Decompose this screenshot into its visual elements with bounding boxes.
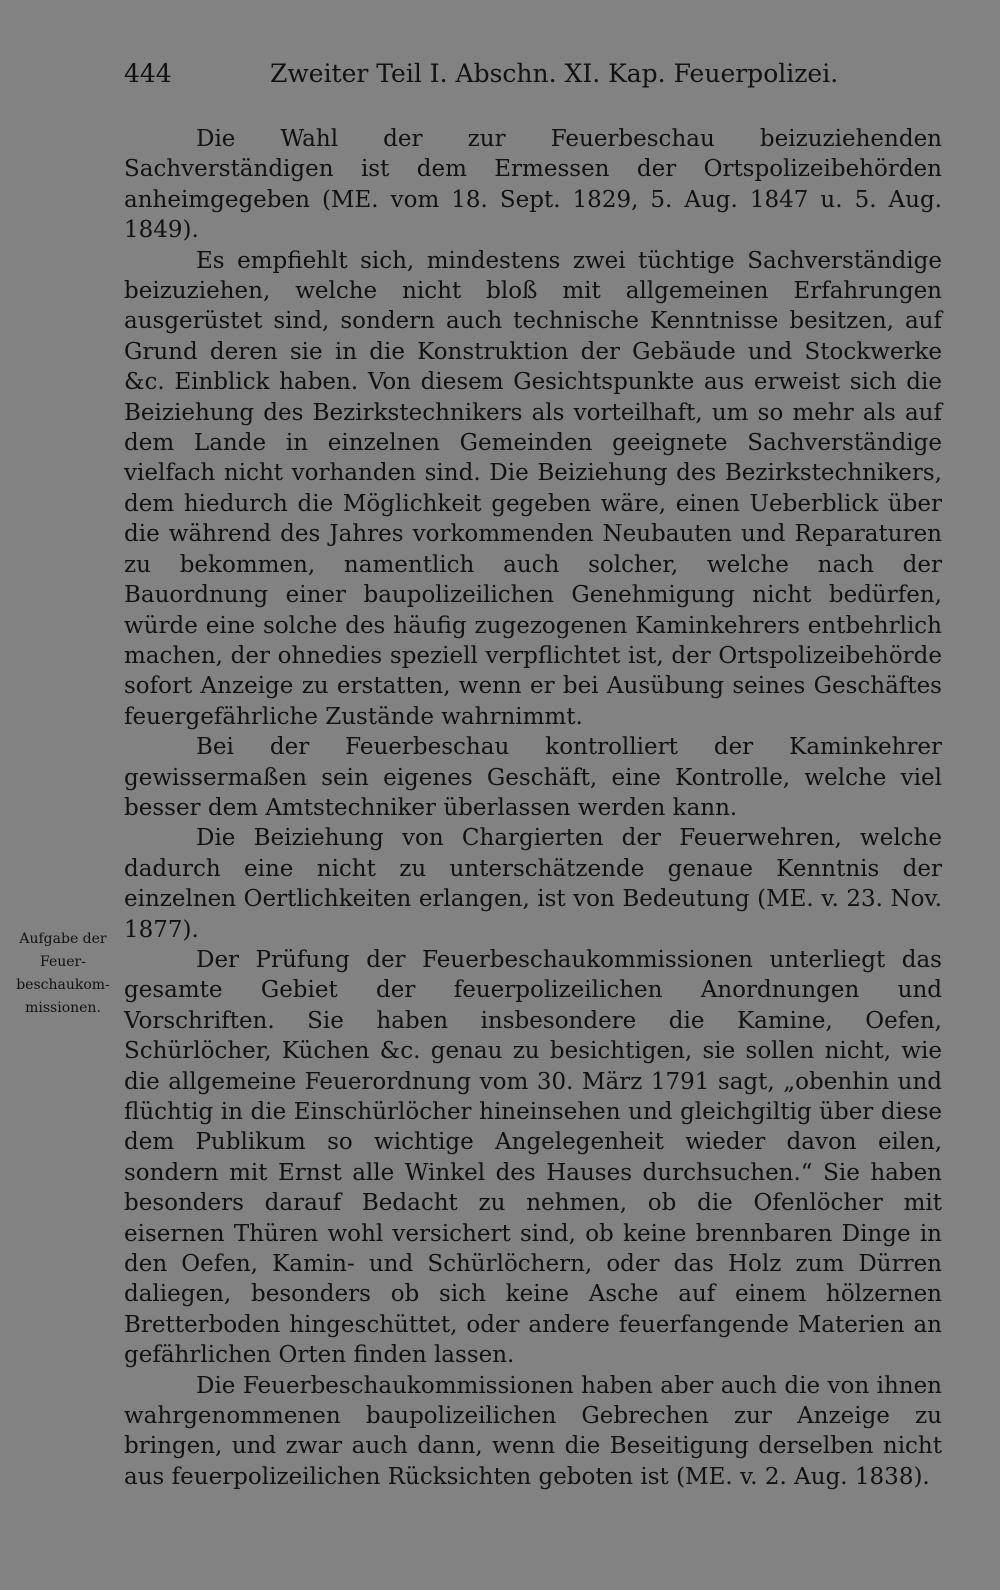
- margin-note: [8, 928, 118, 1020]
- running-head: Zweiter Teil I. Abschn. XI. Kap. Feuerpolizei.: [270, 59, 839, 88]
- body-text: [124, 124, 942, 1492]
- margin-note-line: missionen.: [25, 1000, 101, 1016]
- paragraph: Der Prüfung der Feuerbeschaukommissionen unterliegt das gesamte Gebiet der feuerpolizeilichen Anordnungen und Vorschriften. Sie haben insbesondere die Kamine, Oefen, Schürlöcher, Küchen &c. genau zu besichtigen, sie sollen nicht, wie die allgemeine Feuerordnung vom 30. März 1791 sagt, „obenhin und flüchtig in die Einschürlöcher hineinsehen und gleichgiltig über diese dem Publikum so wichtige Angelegenheit wieder davon eilen, sondern mit Ernst alle Winkel des Hauses durchsuchen.“ Sie haben besonders darauf Bedacht zu nehmen, ob die Ofenlöcher mit eisernen Thüren wohl versichert sind, ob keine brennbaren Dinge in den Oefen, Kamin- und Schürlöchern, oder das Holz zum Dürren daliegen, besonders ob sich keine Asche auf einem hölzernen Bretterboden hingeschüttet, oder andere feuerfangende Materien an gefährlichen Orten finden lassen.: [124, 946, 942, 1369]
- page-header: [124, 52, 942, 96]
- paragraph: Die Wahl der zur Feuerbeschau beizuziehenden Sachverständigen ist dem Ermessen der Ortspolizeibehörden anheimgegeben (ME. vom 18. Sept. 1829, 5. Aug. 1847 u. 5. Aug. 1849).: [124, 126, 942, 244]
- paragraph: Es empfiehlt sich, mindestens zwei tüchtige Sachverständige beizuziehen, welche nicht bloß mit allgemeinen Erfahrungen ausgerüstet sind, sondern auch technische Kenntnisse besitzen, auf Grund deren sie in die Konstruktion der Gebäude und Stockwerke &c. Einblick haben. Von diesem Gesichtspunkte aus erweist sich die Beiziehung des Bezirkstechnikers als vorteilhaft, um so mehr als auf dem Lande in einzelnen Gemeinden geeignete Sachverständige vielfach nicht vorhanden sind. Die Beiziehung des Bezirkstechnikers, dem hiedurch die Möglichkeit gegeben wäre, einen Ueberblick über die während des Jahres vorkommenden Neubauten und Reparaturen zu bekommen, namentlich auch solcher, welche nach der Bauordnung einer baupolizeilichen Genehmigung nicht bedürfen, würde eine solche des häufig zugezogenen Kaminkehrers entbehrlich machen, der ohnedies speziell verpflichtet ist, der Ortspolizeibehörde sofort Anzeige zu erstatten, wenn er bei Ausübung seines Geschäftes feuergefährliche Zustände wahrnimmt.: [124, 247, 942, 730]
- page-number: 444: [124, 59, 172, 88]
- paragraph: Die Beiziehung von Chargierten der Feuerwehren, welche dadurch eine nicht zu unterschätzende genaue Kenntnis der einzelnen Oertlichkeiten erlangen, ist von Bedeutung (ME. v. 23. Nov. 1877).: [124, 825, 942, 943]
- margin-note-line: Feuer-: [40, 954, 86, 970]
- paragraph: Die Feuerbeschaukommissionen haben aber auch die von ihnen wahrgenommenen baupolizeilichen Gebrechen zur Anzeige zu bringen, und zwar auch dann, wenn die Beseitigung derselben nicht aus feuerpolizeilichen Rücksichten geboten ist (ME. v. 2. Aug. 1838).: [124, 1372, 942, 1490]
- paragraph: Bei der Feuerbeschau kontrolliert der Kaminkehrer gewissermaßen sein eigenes Geschäft, eine Kontrolle, welche viel besser dem Amtstechniker überlassen werden kann.: [124, 734, 942, 821]
- margin-note-line: Aufgabe der: [19, 931, 107, 947]
- margin-note-line: beschaukom-: [16, 977, 110, 993]
